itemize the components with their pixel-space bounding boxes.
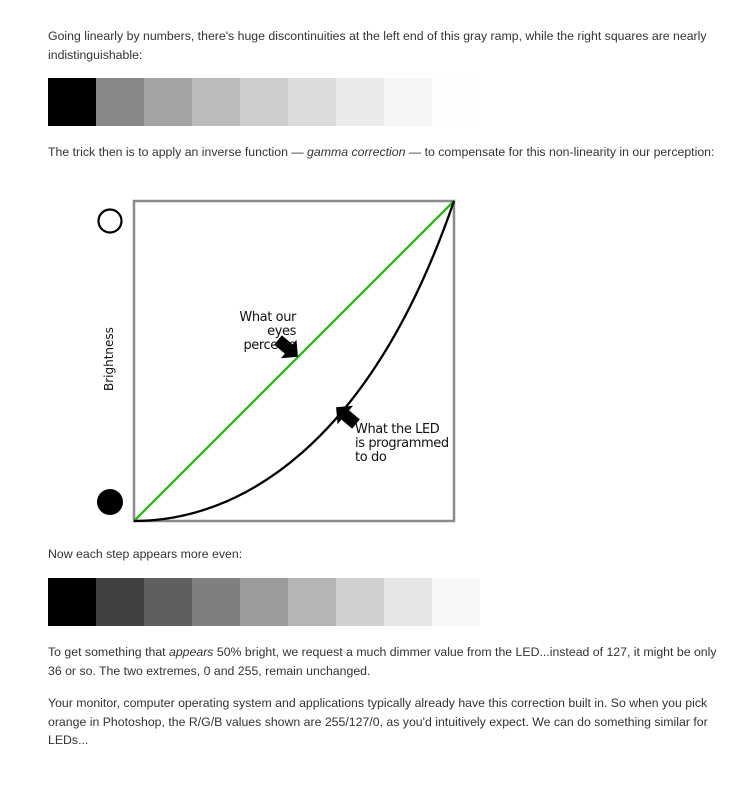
gray-swatch-7 [384, 578, 432, 626]
gray-swatch-3 [192, 78, 240, 126]
linear-gray-ramp [48, 78, 480, 126]
gray-swatch-3 [192, 578, 240, 626]
monitor-correction-paragraph: Your monitor, computer operating system and applications typically already have this correction built in. So when you pick orange in Photoshop, the R/G/B values shown are 255/127/0, as you'd intuitively expect. We can do something similar for LEDs... [48, 696, 708, 747]
gray-swatch-8 [432, 78, 480, 126]
gamma-paragraph [48, 143, 718, 162]
corrected-gray-ramp [48, 578, 480, 626]
filled-circle-icon [97, 489, 123, 515]
gray-swatch-5 [288, 78, 336, 126]
gray-swatch-5 [288, 578, 336, 626]
gray-swatch-6 [336, 578, 384, 626]
eyes-annotation-line-1: What our eyes [239, 310, 296, 339]
dimmer-text-after: 50% bright, we request a much dimmer value from the LED...instead of 127, it might be only 36 or so. The two extremes, 0 and 255, remain unchanged. [48, 645, 717, 678]
empty-circle-icon [99, 210, 122, 233]
appears-emphasis: appears [169, 645, 214, 659]
gray-swatch-2 [144, 578, 192, 626]
even-steps-paragraph: Now each step appears more even: [48, 547, 243, 561]
dimmer-value-paragraph [48, 643, 718, 680]
intro-paragraph: Going linearly by numbers, there's huge discontinuities at the left end of this gray ramp, while the right squares are nearly indistinguishable: [48, 29, 707, 62]
dimmer-text-before: To get something that [48, 645, 169, 659]
gray-swatch-8 [432, 578, 480, 626]
gray-swatch-0 [48, 78, 96, 126]
led-annotation-line-2: is programmed [355, 436, 449, 451]
gamma-curve-graphic [90, 195, 465, 530]
gamma-text-after: — to compensate for this non-linearity in our perception: [405, 145, 715, 159]
gray-swatch-7 [384, 78, 432, 126]
perceived-linear-line [134, 201, 454, 521]
eyes-annotation-line-2: perceive [243, 338, 296, 353]
gray-swatch-4 [240, 578, 288, 626]
gray-swatch-6 [336, 78, 384, 126]
gray-swatch-0 [48, 578, 96, 626]
gray-swatch-2 [144, 78, 192, 126]
gray-swatch-1 [96, 578, 144, 626]
gamma-text-before: The trick then is to apply an inverse function — [48, 145, 308, 159]
gamma-curve-figure [90, 195, 465, 530]
gray-swatch-1 [96, 78, 144, 126]
led-programmed-annotation [355, 423, 449, 465]
led-annotation-line-3: to do [355, 450, 387, 465]
brightness-axis-label: Brightness [102, 327, 116, 391]
eyes-perceive-annotation [208, 311, 296, 353]
gamma-correction-emphasis: gamma correction [307, 145, 406, 159]
gray-swatch-4 [240, 78, 288, 126]
led-annotation-line-1: What the LED [355, 422, 440, 437]
